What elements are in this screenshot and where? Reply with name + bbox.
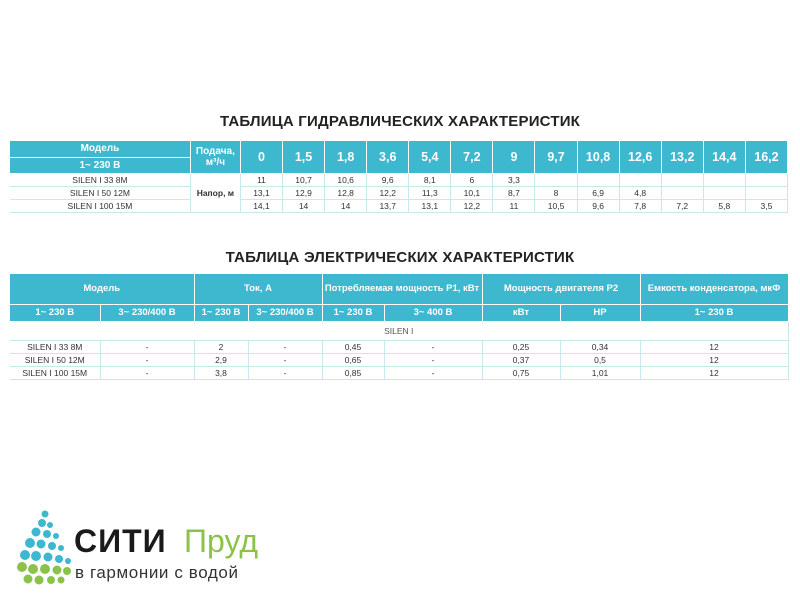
- capacitor-cell: 12: [640, 341, 788, 354]
- current-230-header: 1~ 230 В: [194, 305, 248, 322]
- head-value: 11: [240, 173, 282, 186]
- head-value: [745, 186, 787, 199]
- power1-group-header: Потребляемая мощность P1, кВт: [322, 274, 482, 305]
- model-cell: SILEN I 50 12M: [10, 354, 100, 367]
- head-value: 3,5: [745, 199, 787, 212]
- current-group-header: Ток, А: [194, 274, 322, 305]
- power1-400-cell: -: [384, 341, 482, 354]
- model-3ph-cell: -: [100, 354, 194, 367]
- head-value: 12,2: [367, 186, 409, 199]
- head-value: 10,6: [325, 173, 367, 186]
- head-value: [661, 186, 703, 199]
- flow-value: 0: [240, 141, 282, 173]
- power2-kw-cell: 0,25: [482, 341, 560, 354]
- power2-hp-header: HP: [560, 305, 640, 322]
- brand-name-main: СИТИ: [74, 523, 167, 559]
- model-group-header: Модель: [10, 274, 194, 305]
- head-value: [703, 173, 745, 186]
- flow-value: 1,5: [283, 141, 325, 173]
- head-value: [619, 173, 661, 186]
- head-value: [703, 186, 745, 199]
- flow-header: Подача, м³/ч: [190, 141, 240, 173]
- head-value: [577, 173, 619, 186]
- head-value: 10,1: [451, 186, 493, 199]
- flow-value: 12,6: [619, 141, 661, 173]
- head-value: 12,9: [283, 186, 325, 199]
- head-label: Напор, м: [190, 173, 240, 212]
- capacitor-230-header: 1~ 230 В: [640, 305, 788, 322]
- model-cell: SILEN I 33 8M: [10, 341, 100, 354]
- flow-value: 9: [493, 141, 535, 173]
- brand-logo-icon: [8, 508, 78, 586]
- head-value: 7,8: [619, 199, 661, 212]
- flow-value: 5,4: [409, 141, 451, 173]
- head-value: 8,1: [409, 173, 451, 186]
- head-value: 13,1: [240, 186, 282, 199]
- model-cell: SILEN I 100 15M: [10, 367, 100, 380]
- head-value: 11: [493, 199, 535, 212]
- current-3ph-header: 3~ 230/400 В: [248, 305, 322, 322]
- model-230-header: 1~ 230 В: [10, 305, 100, 322]
- power1-230-cell: 0,85: [322, 367, 384, 380]
- head-value: 7,2: [661, 199, 703, 212]
- flow-value: 14,4: [703, 141, 745, 173]
- flow-value: 16,2: [745, 141, 787, 173]
- power1-400-cell: -: [384, 354, 482, 367]
- head-value: 14: [283, 199, 325, 212]
- power1-400-header: 3~ 400 В: [384, 305, 482, 322]
- head-value: 10,5: [535, 199, 577, 212]
- power2-kw-cell: 0,37: [482, 354, 560, 367]
- head-value: 13,7: [367, 199, 409, 212]
- current-230-cell: 3,8: [194, 367, 248, 380]
- head-value: 3,3: [493, 173, 535, 186]
- head-value: 12,8: [325, 186, 367, 199]
- model-3ph-cell: -: [100, 341, 194, 354]
- head-value: 13,1: [409, 199, 451, 212]
- brand-slogan: в гармонии с водой: [75, 563, 239, 582]
- power1-400-cell: -: [384, 367, 482, 380]
- head-value: 10,7: [283, 173, 325, 186]
- head-value: 6: [451, 173, 493, 186]
- current-230-cell: 2: [194, 341, 248, 354]
- model-3ph-cell: -: [100, 367, 194, 380]
- head-value: 6,9: [577, 186, 619, 199]
- head-value: 11,3: [409, 186, 451, 199]
- current-3ph-cell: -: [248, 341, 322, 354]
- power1-230-cell: 0,45: [322, 341, 384, 354]
- model-3ph-header: 3~ 230/400 В: [100, 305, 194, 322]
- head-value: 14,1: [240, 199, 282, 212]
- power1-230-header: 1~ 230 В: [322, 305, 384, 322]
- flow-value: 9,7: [535, 141, 577, 173]
- flow-value: 1,8: [325, 141, 367, 173]
- model-header: Модель: [10, 141, 190, 157]
- head-value: 8,7: [493, 186, 535, 199]
- power2-group-header: Мощность двигателя P2: [482, 274, 640, 305]
- head-value: 9,6: [367, 173, 409, 186]
- current-3ph-cell: -: [248, 354, 322, 367]
- power2-kw-header: кВт: [482, 305, 560, 322]
- power2-hp-cell: 1,01: [560, 367, 640, 380]
- hydraulic-table: [10, 141, 788, 213]
- head-value: [535, 173, 577, 186]
- model-cell: SILEN I 100 15M: [10, 199, 190, 212]
- power1-230-cell: 0,65: [322, 354, 384, 367]
- head-value: [661, 173, 703, 186]
- head-value: [745, 173, 787, 186]
- flow-value: 10,8: [577, 141, 619, 173]
- power2-hp-cell: 0,5: [560, 354, 640, 367]
- electric-table-title: ТАБЛИЦА ЭЛЕКТРИЧЕСКИХ ХАРАКТЕРИСТИК: [225, 249, 575, 266]
- electric-table: [10, 274, 789, 380]
- voltage-header: 1~ 230 В: [10, 157, 190, 173]
- head-value: 5,8: [703, 199, 745, 212]
- head-value: 14: [325, 199, 367, 212]
- flow-value: 13,2: [661, 141, 703, 173]
- hydraulic-table-title: ТАБЛИЦА ГИДРАВЛИЧЕСКИХ ХАРАКТЕРИСТИК: [219, 113, 581, 130]
- capacitor-cell: 12: [640, 354, 788, 367]
- power2-hp-cell: 0,34: [560, 341, 640, 354]
- model-cell: SILEN I 50 12M: [10, 186, 190, 199]
- capacitor-group-header: Емкость конденсатора, мкФ: [640, 274, 788, 305]
- flow-value: 7,2: [451, 141, 493, 173]
- brand-name-sub: Пруд: [184, 523, 259, 559]
- capacitor-cell: 12: [640, 367, 788, 380]
- current-3ph-cell: -: [248, 367, 322, 380]
- series-label: SILEN I: [10, 322, 788, 341]
- power2-kw-cell: 0,75: [482, 367, 560, 380]
- model-cell: SILEN I 33 8M: [10, 173, 190, 186]
- flow-value: 3,6: [367, 141, 409, 173]
- current-230-cell: 2,9: [194, 354, 248, 367]
- head-value: 8: [535, 186, 577, 199]
- head-value: 12,2: [451, 199, 493, 212]
- head-value: 4,8: [619, 186, 661, 199]
- head-value: 9,6: [577, 199, 619, 212]
